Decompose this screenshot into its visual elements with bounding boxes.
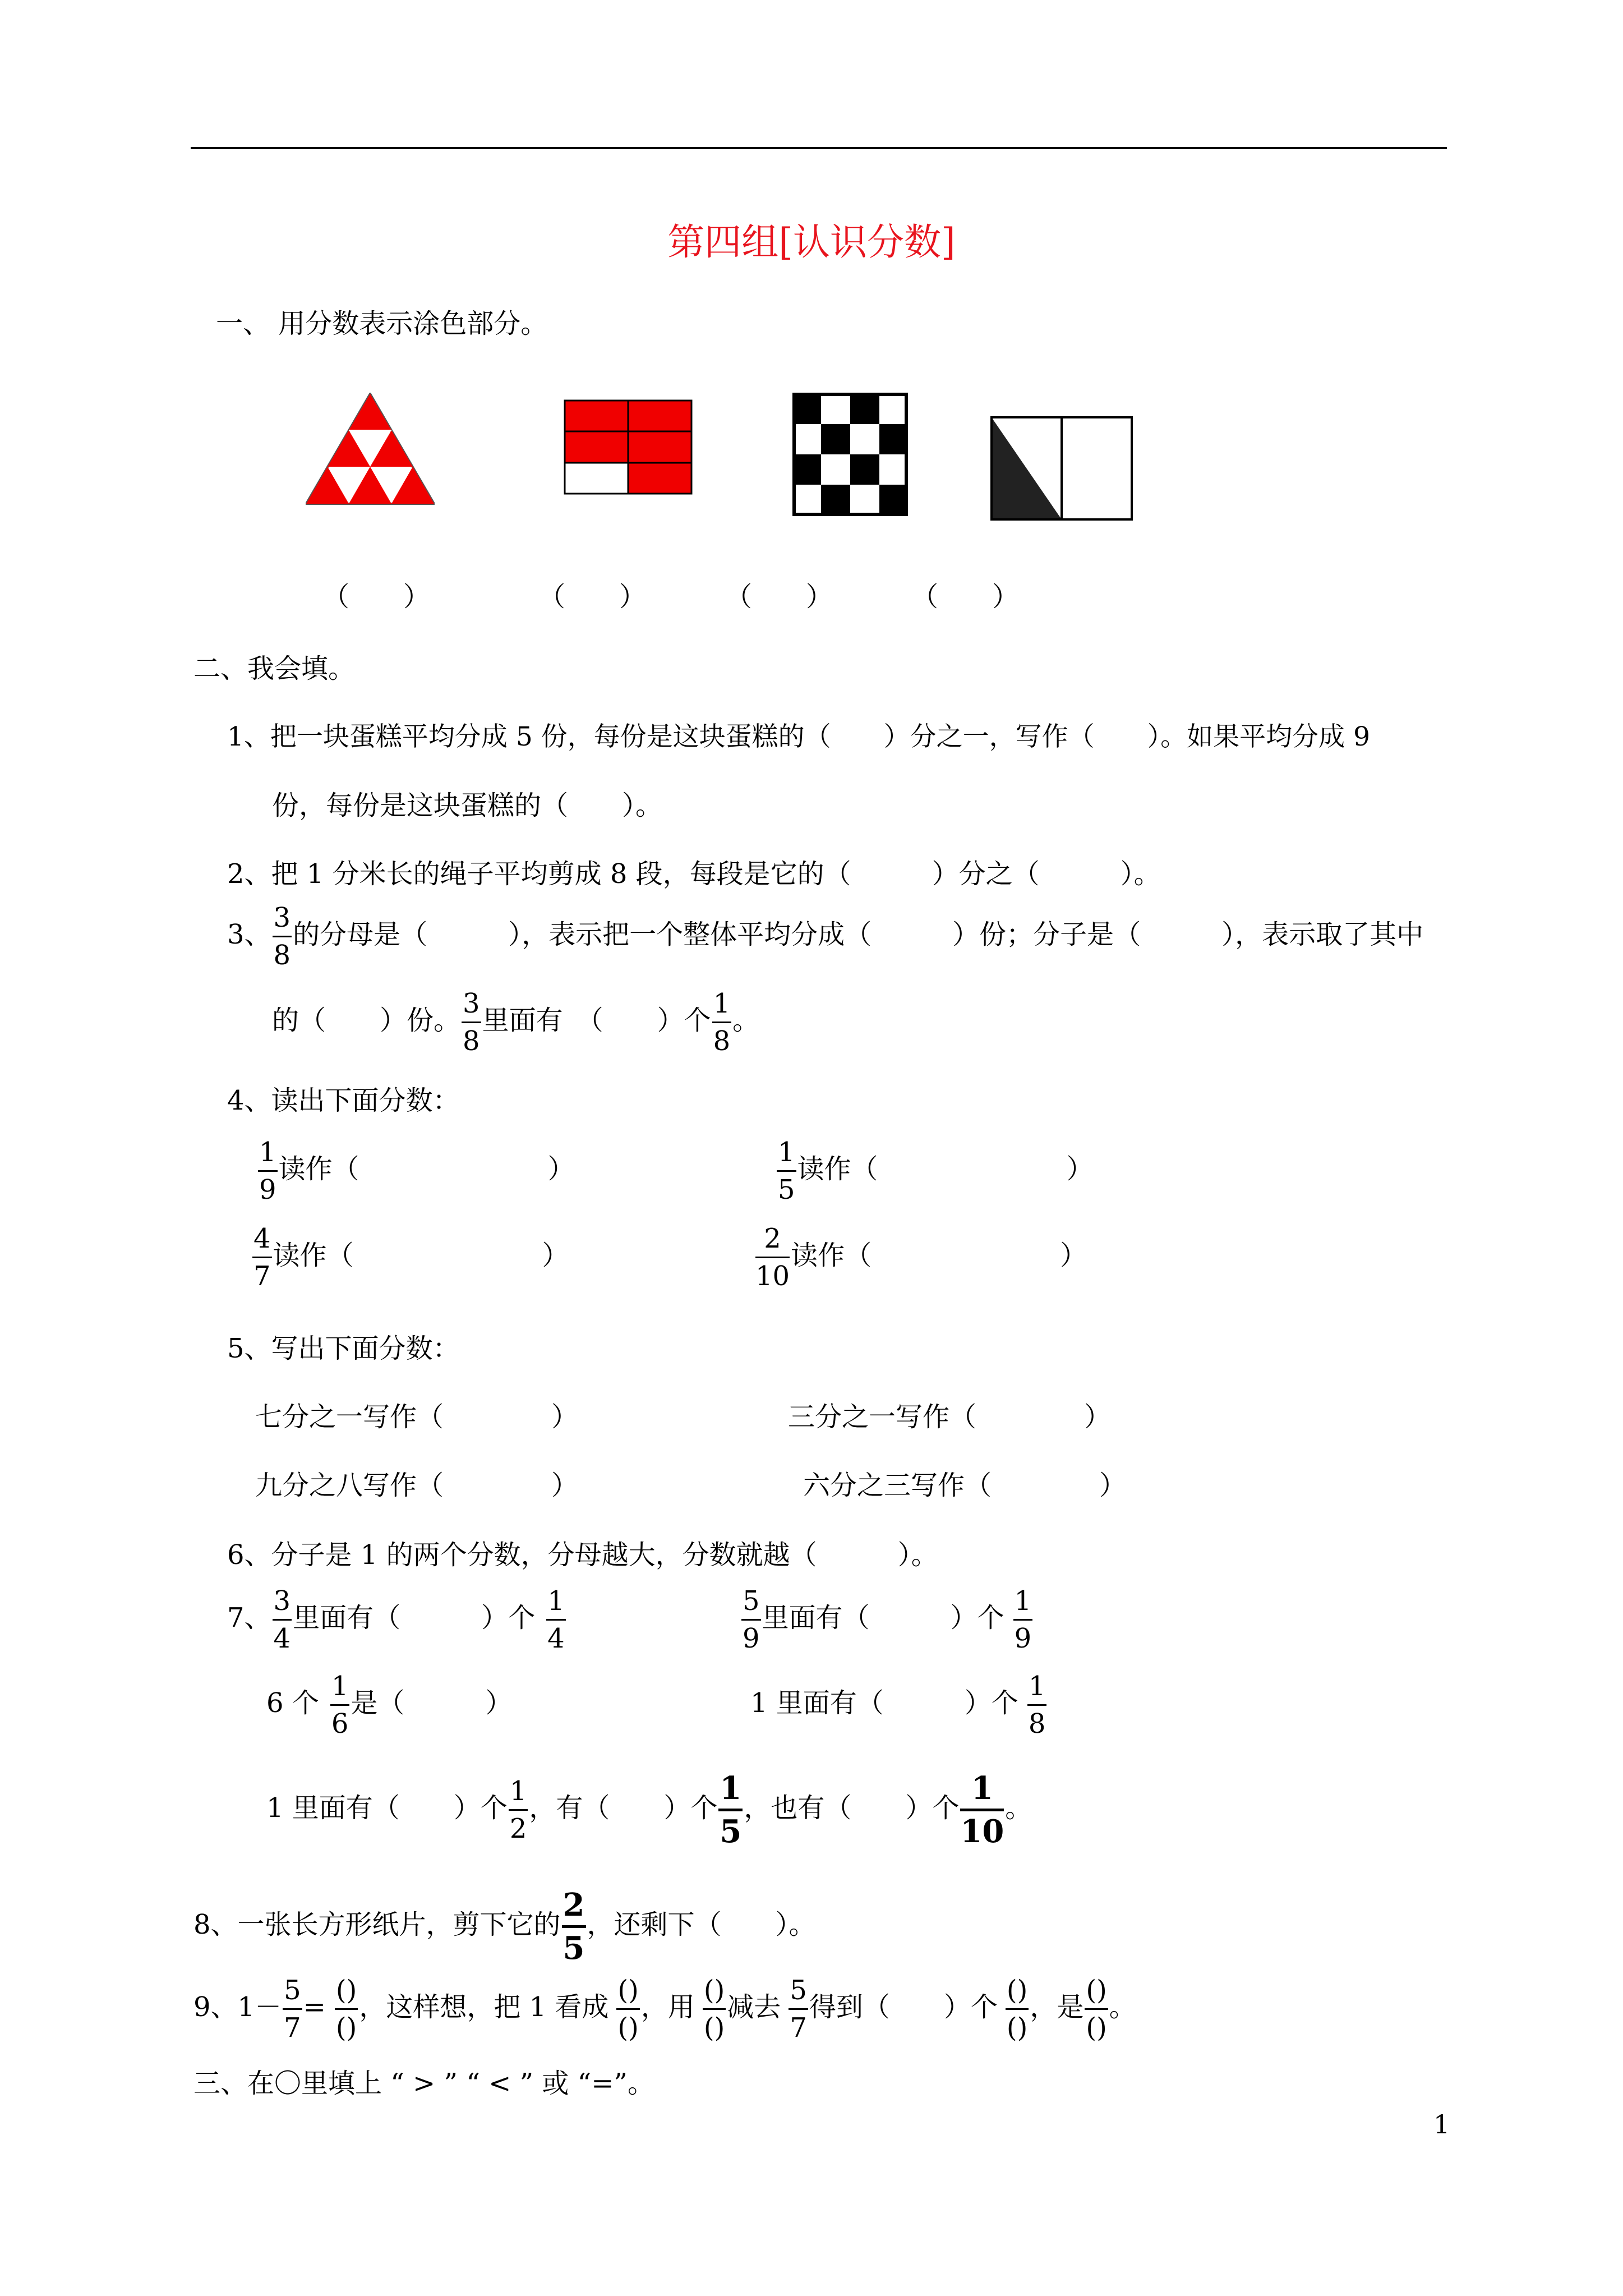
q5-heading: 5、写出下面分数： — [227, 1333, 460, 1364]
fraction-1-9 — [258, 1139, 278, 1203]
denominator: 5 — [778, 1174, 795, 1205]
q9-t4: ，用 — [640, 1991, 695, 2023]
numerator: 1 — [718, 1773, 743, 1811]
q4-item-4 — [754, 1225, 1087, 1290]
fraction-5-9 — [741, 1585, 761, 1654]
numerator: () — [335, 1977, 358, 2010]
numerator: 1 — [330, 1673, 350, 1706]
q5-item-2: 三分之一写作（ ） — [788, 1401, 1112, 1433]
q8-post: ，还剩下（ ）。 — [587, 1909, 816, 1940]
q9-t2: = — [303, 1991, 326, 2023]
q3-line1 — [227, 904, 1423, 969]
q4-item-text: 读作（ ） — [273, 1240, 569, 1271]
q7-row-1b — [740, 1585, 1034, 1654]
numerator: 2 — [755, 1225, 790, 1258]
fraction-blank[interactable] — [703, 1975, 726, 2044]
q1-line1: 1、把一块蛋糕平均分成 5 份，每份是这块蛋糕的（ ）分之一，写作（ ）。如果平均分成 9 — [227, 721, 1371, 752]
q9-t8: 。 — [1109, 1991, 1136, 2023]
q6-text: 6、分子是 1 的两个分数，分母越大，分数就越（ ）。 — [227, 1539, 938, 1571]
denominator: 5 — [562, 1930, 585, 1967]
denominator: 6 — [331, 1708, 349, 1740]
fraction-blank[interactable] — [616, 1975, 639, 2044]
q4-item-text: 读作（ ） — [797, 1153, 1094, 1185]
q4-heading: 4、读出下面分数： — [227, 1085, 460, 1116]
figure-rectangle — [564, 399, 693, 495]
q7-e-t3: ，也有（ ）个 — [744, 1792, 960, 1824]
figure-triangle — [306, 393, 435, 505]
fraction-1-5 — [718, 1770, 743, 1850]
q4-item-3 — [251, 1225, 569, 1290]
fraction-1-8 — [712, 990, 732, 1055]
denominator: () — [1006, 2012, 1028, 2044]
numerator: 3 — [273, 1588, 292, 1621]
q7-row-2 — [266, 1671, 513, 1740]
fraction-1-6 — [330, 1671, 350, 1740]
q7-d-pre: 1 里面有（ ）个 — [750, 1687, 1018, 1719]
header-rule — [191, 147, 1447, 149]
numerator: 1 — [1027, 1673, 1047, 1706]
q3-line2 — [272, 990, 759, 1055]
q4-item-text: 读作（ ） — [278, 1153, 575, 1185]
numerator: 1 — [1013, 1588, 1033, 1621]
section2-heading: 二、我会填。 — [193, 653, 356, 684]
q7-e-t1: 1 里面有（ ）个 — [266, 1792, 508, 1824]
numerator: 1 — [960, 1773, 1004, 1811]
numerator: () — [1085, 1977, 1108, 2010]
numerator: 1 — [712, 990, 732, 1023]
fraction-blank[interactable] — [335, 1975, 358, 2044]
fraction-1-10 — [960, 1770, 1004, 1850]
numerator: 5 — [283, 1977, 302, 2010]
section3-heading: 三、在〇里填上 “ > ” “ < ” 或 “=”。 — [193, 2068, 654, 2099]
numerator: () — [703, 1977, 726, 2010]
denominator: 9 — [1014, 1623, 1032, 1654]
fraction-blank[interactable] — [1085, 1975, 1108, 2044]
denominator: 8 — [1028, 1708, 1046, 1740]
q7-e-t2: ，有（ ）个 — [529, 1792, 718, 1824]
fraction-1-2 — [509, 1775, 528, 1844]
denominator: () — [617, 2012, 639, 2044]
fraction-2-5 — [562, 1887, 586, 1967]
denominator: 2 — [509, 1813, 527, 1844]
q3-line2-end: 。 — [732, 1005, 760, 1036]
q3-line2-a: 的（ ）份。 — [272, 1005, 461, 1036]
numerator: 4 — [252, 1225, 272, 1258]
q9-t7: ，是 — [1030, 1991, 1084, 2023]
numerator: 3 — [273, 904, 292, 937]
q7-prefix: 7、 — [227, 1602, 271, 1634]
denominator: 9 — [259, 1174, 276, 1205]
denominator: 8 — [463, 1025, 480, 1057]
denominator: 8 — [713, 1025, 731, 1057]
q9-t5: 减去 — [727, 1991, 781, 2023]
q7-row-1 — [227, 1585, 567, 1654]
denominator: 4 — [273, 1623, 291, 1654]
q5-item-1: 七分之一写作（ ） — [255, 1401, 579, 1433]
section1-heading: 一、 用分数表示涂色部分。 — [216, 308, 548, 339]
numerator: 2 — [562, 1889, 586, 1928]
q9-t3: ，这样想，把 1 看成 — [359, 1991, 609, 2023]
q8-line — [193, 1887, 816, 1967]
numerator: 3 — [462, 990, 481, 1023]
answer-slot-1[interactable]: （ ） — [322, 581, 431, 613]
fraction-3-8 — [273, 904, 292, 969]
q9-t6: 得到（ ）个 — [809, 1991, 998, 2023]
q7-row-3 — [266, 1770, 1032, 1850]
fraction-4-7 — [252, 1225, 272, 1290]
denominator: 9 — [743, 1623, 760, 1654]
numerator: () — [1006, 1977, 1029, 2010]
numerator: () — [616, 1977, 639, 2010]
q7-c-pre: 6 个 — [266, 1687, 319, 1719]
q4-item-text: 读作（ ） — [791, 1240, 1087, 1271]
numerator: 1 — [777, 1139, 796, 1172]
numerator: 1 — [258, 1139, 278, 1172]
fraction-blank[interactable] — [1006, 1975, 1029, 2044]
fraction-1-4 — [546, 1585, 566, 1654]
denominator: 8 — [273, 940, 291, 971]
answer-slot-3[interactable]: （ ） — [725, 581, 833, 613]
denominator: 7 — [253, 1260, 271, 1292]
fraction-3-8 — [462, 990, 481, 1055]
q7-row-2b — [750, 1671, 1048, 1740]
fraction-2-10 — [755, 1225, 790, 1290]
denominator: 10 — [960, 1813, 1004, 1850]
fraction-1-9 — [1013, 1585, 1033, 1654]
fraction-5-7 — [789, 1975, 808, 2044]
answer-slot-4[interactable]: （ ） — [911, 581, 1020, 613]
q3-prefix: 3、 — [227, 919, 271, 950]
denominator: 7 — [284, 2012, 301, 2044]
figure-checkerboard — [792, 393, 908, 516]
numerator: 1 — [546, 1588, 566, 1621]
q7-b-text: 里面有（ ）个 — [762, 1602, 1004, 1634]
q7-e-t4: 。 — [1005, 1792, 1032, 1824]
q5-item-3: 九分之八写作（ ） — [255, 1470, 579, 1501]
q1-line2: 份，每份是这块蛋糕的（ ）。 — [272, 790, 663, 821]
q7-a-text: 里面有（ ）个 — [293, 1602, 536, 1634]
q9-line — [193, 1975, 1136, 2044]
denominator: () — [703, 2012, 725, 2044]
q8-pre: 8、一张长方形纸片，剪下它的 — [193, 1909, 561, 1940]
denominator: 5 — [720, 1813, 742, 1850]
q2-text: 2、把 1 分米长的绳子平均剪成 8 段，每段是它的（ ）分之（ ）。 — [227, 858, 1161, 890]
answer-slot-2[interactable]: （ ） — [538, 581, 647, 613]
q3-line1-text: 的分母是（ ），表示把一个整体平均分成（ ）份；分子是（ ），表示取了其中 — [293, 919, 1424, 950]
numerator: 5 — [741, 1588, 761, 1621]
denominator: 7 — [790, 2012, 807, 2044]
fraction-1-5 — [777, 1139, 796, 1203]
page-number: 1 — [1433, 2109, 1450, 2139]
page-title: 第四组[认识分数] — [667, 220, 956, 264]
q5-item-4: 六分之三写作（ ） — [803, 1470, 1127, 1501]
q4-item-2 — [776, 1139, 1094, 1203]
denominator: 10 — [755, 1260, 790, 1292]
fraction-1-8 — [1027, 1671, 1047, 1740]
q7-c-text: 是（ ） — [351, 1687, 513, 1719]
q3-line2-b: 里面有 （ ）个 — [482, 1005, 711, 1036]
fraction-5-7 — [283, 1975, 302, 2044]
figure-square-triangle — [990, 416, 1133, 521]
denominator: () — [335, 2012, 357, 2044]
q9-t1: 9、1－ — [193, 1991, 282, 2023]
fraction-3-4 — [273, 1585, 292, 1654]
q4-item-1 — [257, 1139, 575, 1203]
numerator: 5 — [789, 1977, 808, 2010]
denominator: 4 — [547, 1623, 565, 1654]
denominator: () — [1086, 2012, 1107, 2044]
numerator: 1 — [509, 1778, 528, 1811]
